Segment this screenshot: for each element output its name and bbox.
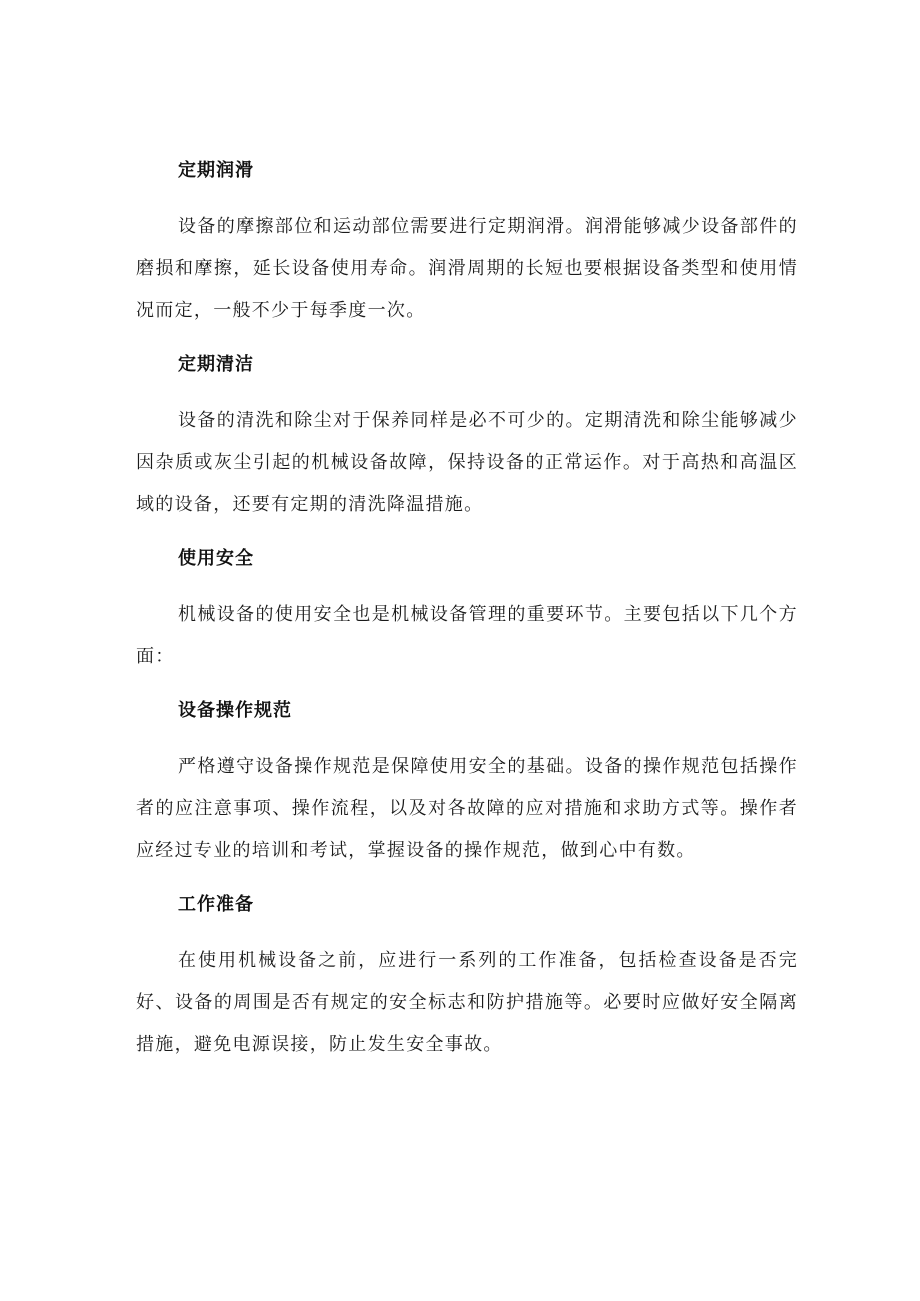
section-operating-standards xyxy=(136,694,798,872)
section-heading: 定期润滑 xyxy=(178,160,254,181)
document-content xyxy=(136,154,798,1082)
section-paragraph: 设备的清洗和除尘对于保养同样是必不可少的。定期清洗和除尘能够减少因杂质或灰尘引起的机械设备故障，保持设备的正常运作。对于高热和高温区域的设备，还要有定期的清洗降温措施。 xyxy=(136,410,798,515)
section-lubrication xyxy=(136,154,798,332)
section-paragraph: 在使用机械设备之前，应进行一系列的工作准备，包括检查设备是否完好、设备的周围是否有规定的安全标志和防护措施等。必要时应做好安全隔离措施，避免电源误接，防止发生安全事故。 xyxy=(136,950,798,1055)
section-work-preparation xyxy=(136,888,798,1066)
section-usage-safety xyxy=(136,542,798,678)
section-paragraph: 设备的摩擦部位和运动部位需要进行定期润滑。润滑能够减少设备部件的磨损和摩擦，延长设备使用寿命。润滑周期的长短也要根据设备类型和使用情况而定，一般不少于每季度一次。 xyxy=(136,216,798,321)
section-heading: 设备操作规范 xyxy=(178,700,292,721)
section-cleaning xyxy=(136,348,798,526)
section-heading: 使用安全 xyxy=(178,548,254,569)
section-heading: 定期清洁 xyxy=(178,354,254,375)
section-paragraph: 严格遵守设备操作规范是保障使用安全的基础。设备的操作规范包括操作者的应注意事项、操作流程，以及对各故障的应对措施和求助方式等。操作者应经过专业的培训和考试，掌握设备的操作规范，做到心中有数。 xyxy=(136,756,798,861)
section-paragraph: 机械设备的使用安全也是机械设备管理的重要环节。主要包括以下几个方面： xyxy=(136,604,798,667)
section-heading: 工作准备 xyxy=(178,894,254,915)
